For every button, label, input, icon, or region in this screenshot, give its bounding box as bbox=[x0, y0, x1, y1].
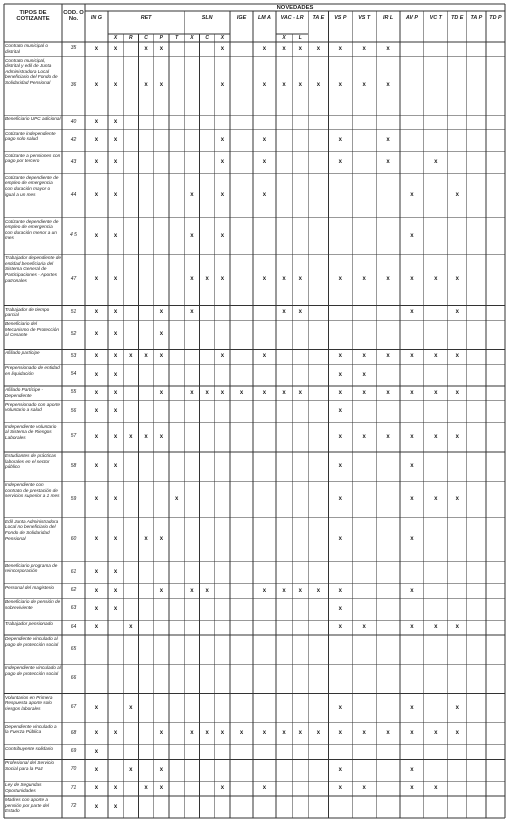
subheader-vac-1: L bbox=[298, 35, 302, 41]
mark-x: x bbox=[94, 389, 99, 396]
group-header-tap: TA P bbox=[470, 15, 483, 21]
mark-x: x bbox=[338, 730, 342, 737]
mark-x: x bbox=[94, 119, 99, 126]
mark-x: x bbox=[338, 353, 342, 360]
cod-cell: 61 bbox=[70, 568, 77, 575]
mark-x: x bbox=[262, 587, 267, 594]
tipo-cell: Independiente voluntario al Sistema de Riesgos Laborales bbox=[5, 423, 57, 440]
mark-x: x bbox=[94, 730, 99, 737]
mark-x: x bbox=[113, 536, 118, 543]
subheader-sln-0: X bbox=[190, 35, 194, 41]
mark-x: x bbox=[129, 704, 133, 711]
mark-x: x bbox=[298, 82, 302, 89]
mark-x: x bbox=[298, 730, 302, 737]
tipo-cell: Contrato municipal, distrital y edil de Junta Administradora Local beneficiario del Fondo de Solidaridad Pensional bbox=[5, 57, 58, 86]
mark-x: x bbox=[144, 45, 148, 52]
subheader-ret-4: T bbox=[175, 35, 179, 41]
mark-x: x bbox=[113, 159, 118, 166]
mark-x: x bbox=[298, 309, 302, 316]
mark-x: x bbox=[239, 730, 244, 737]
mark-x: x bbox=[434, 159, 438, 166]
tipo-cell: Voluntarios en Primera Respuesta aporte solo riesgos laborales bbox=[5, 694, 53, 711]
mark-x: x bbox=[94, 371, 99, 378]
tipo-cell: Estudiantes de prácticas laborales en el sector público bbox=[5, 452, 57, 470]
mark-x: x bbox=[316, 730, 321, 737]
cod-cell: 52 bbox=[70, 330, 77, 337]
mark-x: x bbox=[455, 730, 459, 737]
mark-x: x bbox=[338, 624, 342, 631]
mark-x: x bbox=[159, 730, 164, 737]
mark-x: x bbox=[94, 82, 99, 89]
tipo-cell: Afiliado Partícipe - Dependiente bbox=[5, 387, 44, 398]
mark-x: x bbox=[386, 137, 390, 144]
cod-cell: 63 bbox=[70, 605, 77, 612]
mark-x: x bbox=[362, 624, 366, 631]
mark-x: x bbox=[262, 353, 267, 360]
tipo-cell: Dependiente vinculado al pago de protección social bbox=[5, 635, 59, 647]
group-header-irl: IR L bbox=[382, 15, 394, 21]
mark-x: x bbox=[455, 624, 459, 631]
mark-x: x bbox=[338, 785, 342, 792]
subheader-ret-1: R bbox=[128, 35, 133, 41]
mark-x: x bbox=[362, 82, 366, 89]
mark-x: x bbox=[220, 353, 225, 360]
mark-x: x bbox=[159, 309, 164, 316]
mark-x: x bbox=[190, 309, 194, 316]
tipo-cell: Beneficiario programa de reincorporación bbox=[5, 562, 58, 574]
group-header-tde: TD E bbox=[451, 15, 464, 21]
mark-x: x bbox=[410, 496, 414, 503]
tipo-cell: Beneficiario de pensión de sobreviviente bbox=[5, 599, 61, 610]
mark-x: x bbox=[205, 276, 209, 283]
mark-x: x bbox=[159, 587, 164, 594]
tipo-header: TIPOS DE COTIZANTE bbox=[16, 10, 50, 22]
mark-x: x bbox=[410, 353, 414, 360]
mark-x: x bbox=[159, 82, 164, 89]
cod-cell: 44 bbox=[70, 191, 77, 198]
mark-x: x bbox=[386, 353, 390, 360]
group-header-vct: VC T bbox=[429, 15, 442, 21]
mark-x: x bbox=[144, 785, 148, 792]
mark-x: x bbox=[94, 569, 99, 576]
mark-x: x bbox=[316, 82, 321, 89]
mark-x: x bbox=[113, 408, 118, 415]
tipo-cell: Edil Junta Administradora Local no beneficiario del Fondo de Solidaridad Pensional bbox=[5, 518, 59, 541]
subheader-ret-0: X bbox=[113, 35, 118, 41]
mark-x: x bbox=[338, 587, 342, 594]
mark-x: x bbox=[113, 803, 118, 810]
mark-x: x bbox=[338, 433, 342, 440]
mark-x: x bbox=[262, 137, 267, 144]
mark-x: x bbox=[362, 389, 366, 396]
mark-x: x bbox=[386, 82, 390, 89]
mark-x: x bbox=[282, 45, 286, 52]
mark-x: x bbox=[410, 624, 414, 631]
mark-x: x bbox=[94, 704, 99, 711]
group-header-vst: VS T bbox=[358, 15, 371, 21]
mark-x: x bbox=[205, 730, 209, 737]
mark-x: x bbox=[282, 309, 286, 316]
mark-x: x bbox=[94, 624, 99, 631]
mark-x: x bbox=[159, 353, 164, 360]
mark-x: x bbox=[113, 331, 118, 338]
mark-x: x bbox=[386, 730, 390, 737]
group-header-vsp: VS P bbox=[334, 15, 347, 21]
mark-x: x bbox=[410, 309, 414, 316]
mark-x: x bbox=[129, 433, 133, 440]
cod-cell: 53 bbox=[70, 352, 77, 359]
cod-cell: 56 bbox=[70, 407, 77, 414]
group-header-ret: RET bbox=[140, 15, 152, 21]
subheader-ret-2: C bbox=[144, 35, 148, 41]
mark-x: x bbox=[94, 433, 99, 440]
mark-x: x bbox=[94, 408, 99, 415]
mark-x: x bbox=[113, 496, 118, 503]
mark-x: x bbox=[113, 389, 118, 396]
mark-x: x bbox=[362, 45, 366, 52]
cod-cell: 43 bbox=[70, 158, 77, 165]
cod-cell: 40 bbox=[70, 118, 77, 125]
mark-x: x bbox=[455, 192, 459, 199]
mark-x: x bbox=[94, 463, 99, 470]
mark-x: x bbox=[159, 331, 164, 338]
mark-x: x bbox=[410, 276, 414, 283]
mark-x: x bbox=[338, 389, 342, 396]
tipo-cell: Trabajador pensionado bbox=[5, 621, 53, 627]
mark-x: x bbox=[410, 463, 414, 470]
mark-x: x bbox=[113, 276, 118, 283]
mark-x: x bbox=[316, 587, 321, 594]
group-header-vac: VAC - LR bbox=[280, 15, 304, 21]
mark-x: x bbox=[362, 785, 366, 792]
mark-x: x bbox=[316, 45, 321, 52]
tipo-cell: Dependiente vinculado a la Fuerza Pública bbox=[5, 723, 57, 735]
mark-x: x bbox=[262, 785, 267, 792]
mark-x: x bbox=[338, 371, 342, 378]
mark-x: x bbox=[362, 371, 366, 378]
mark-x: x bbox=[144, 433, 148, 440]
mark-x: x bbox=[262, 82, 267, 89]
mark-x: x bbox=[113, 587, 118, 594]
mark-x: x bbox=[434, 353, 438, 360]
mark-x: x bbox=[159, 433, 164, 440]
mark-x: x bbox=[159, 389, 164, 396]
mark-x: x bbox=[113, 371, 118, 378]
mark-x: x bbox=[434, 433, 438, 440]
mark-x: x bbox=[338, 82, 342, 89]
mark-x: x bbox=[362, 353, 366, 360]
mark-x: x bbox=[386, 45, 390, 52]
mark-x: x bbox=[94, 137, 99, 144]
mark-x: x bbox=[410, 536, 414, 543]
mark-x: x bbox=[262, 159, 267, 166]
mark-x: x bbox=[386, 159, 390, 166]
mark-x: x bbox=[410, 433, 414, 440]
mark-x: x bbox=[298, 45, 302, 52]
mark-x: x bbox=[220, 232, 225, 239]
mark-x: x bbox=[113, 45, 118, 52]
mark-x: x bbox=[338, 45, 342, 52]
mark-x: x bbox=[94, 45, 99, 52]
mark-x: x bbox=[174, 496, 179, 503]
mark-x: x bbox=[455, 389, 459, 396]
tipo-cell: Profesional del Servicio Social para la Paz bbox=[5, 760, 54, 772]
cod-cell: 36 bbox=[70, 81, 77, 88]
mark-x: x bbox=[220, 192, 225, 199]
mark-x: x bbox=[159, 785, 164, 792]
mark-x: x bbox=[455, 433, 459, 440]
mark-x: x bbox=[262, 389, 267, 396]
mark-x: x bbox=[144, 536, 148, 543]
mark-x: x bbox=[113, 569, 118, 576]
mark-x: x bbox=[190, 587, 194, 594]
cod-cell: 59 bbox=[70, 495, 77, 502]
mark-x: x bbox=[159, 766, 164, 773]
cod-cell: 47 bbox=[70, 275, 77, 282]
mark-x: x bbox=[94, 785, 99, 792]
cod-cell: 4 5 bbox=[70, 232, 77, 238]
mark-x: x bbox=[455, 276, 459, 283]
mark-x: x bbox=[220, 82, 225, 89]
cod-cell: 66 bbox=[70, 674, 77, 681]
mark-x: x bbox=[386, 433, 390, 440]
tipo-cell: Prepensionado con aporte voluntario a salud bbox=[5, 401, 60, 413]
tipo-cell: Cotizante dependiente de empleo de emergencia con duración menor a un mes bbox=[5, 218, 59, 241]
mark-x: x bbox=[410, 704, 414, 711]
mark-x: x bbox=[94, 309, 99, 316]
mark-x: x bbox=[239, 389, 244, 396]
tipo-cell: Beneficiario UPC adicional bbox=[5, 116, 61, 122]
tipo-cell: Prepensionado de entidad en liquidación bbox=[5, 365, 60, 376]
mark-x: x bbox=[262, 730, 267, 737]
mark-x: x bbox=[282, 587, 286, 594]
mark-x: x bbox=[282, 389, 286, 396]
mark-x: x bbox=[338, 496, 342, 503]
mark-x: x bbox=[190, 232, 194, 239]
mark-x: x bbox=[113, 137, 118, 144]
mark-x: x bbox=[362, 433, 366, 440]
mark-x: x bbox=[298, 276, 302, 283]
tipo-cell: Cotizante independiente pago solo salud bbox=[5, 130, 56, 142]
mark-x: x bbox=[113, 730, 118, 737]
mark-x: x bbox=[282, 82, 286, 89]
subheader-sln-2: X bbox=[220, 35, 225, 41]
cod-cell: 71 bbox=[70, 784, 77, 791]
mark-x: x bbox=[338, 463, 342, 470]
mark-x: x bbox=[220, 137, 225, 144]
mark-x: x bbox=[338, 605, 342, 612]
mark-x: x bbox=[434, 276, 438, 283]
mark-x: x bbox=[94, 803, 99, 810]
mark-x: x bbox=[94, 587, 99, 594]
tipo-cell: Cotizante dependiente de empleo de emergencia con duración mayor o igual a un mes bbox=[5, 174, 59, 197]
mark-x: x bbox=[113, 309, 118, 316]
mark-x: x bbox=[113, 232, 118, 239]
mark-x: x bbox=[220, 389, 225, 396]
cod-cell: 68 bbox=[70, 729, 77, 736]
mark-x: x bbox=[455, 496, 459, 503]
group-header-tae: TA E bbox=[312, 15, 325, 21]
mark-x: x bbox=[113, 192, 118, 199]
mark-x: x bbox=[94, 232, 99, 239]
mark-x: x bbox=[159, 45, 164, 52]
mark-x: x bbox=[94, 276, 99, 283]
mark-x: x bbox=[338, 536, 342, 543]
tipo-cell: Contrato municipal o distrital bbox=[5, 43, 48, 54]
mark-x: x bbox=[338, 408, 342, 415]
mark-x: x bbox=[113, 82, 118, 89]
mark-x: x bbox=[94, 159, 99, 166]
group-header-sln: SLN bbox=[201, 15, 213, 21]
mark-x: x bbox=[410, 766, 414, 773]
mark-x: x bbox=[94, 536, 99, 543]
cod-cell: 60 bbox=[70, 535, 77, 542]
tipo-cell: Cotizante a pensiones con pago por tercero bbox=[5, 152, 61, 164]
mark-x: x bbox=[410, 232, 414, 239]
tipo-cell: Trabajador dependiente de entidad beneficiaria del Sistema General de Participaciones - Aportes patronales bbox=[5, 255, 61, 283]
novedades-header: NOVEDADES bbox=[276, 5, 314, 11]
mark-x: x bbox=[386, 276, 390, 283]
mark-x: x bbox=[113, 605, 118, 612]
cod-cell: 51 bbox=[70, 308, 77, 315]
mark-x: x bbox=[94, 748, 99, 755]
mark-x: x bbox=[220, 785, 225, 792]
mark-x: x bbox=[434, 624, 438, 631]
cod-cell: 54 bbox=[70, 371, 77, 378]
tipo-cell: Afiliado partícipe bbox=[5, 350, 40, 356]
mark-x: x bbox=[262, 192, 267, 199]
cod-cell: 65 bbox=[70, 645, 77, 652]
mark-x: x bbox=[190, 730, 194, 737]
mark-x: x bbox=[129, 766, 133, 773]
mark-x: x bbox=[205, 389, 209, 396]
mark-x: x bbox=[144, 82, 148, 89]
mark-x: x bbox=[220, 45, 225, 52]
mark-x: x bbox=[410, 192, 414, 199]
mark-x: x bbox=[190, 276, 194, 283]
cod-cell: 70 bbox=[70, 766, 77, 773]
mark-x: x bbox=[220, 730, 225, 737]
mark-x: x bbox=[298, 587, 302, 594]
mark-x: x bbox=[144, 353, 148, 360]
mark-x: x bbox=[205, 587, 209, 594]
cod-cell: 72 bbox=[70, 803, 77, 810]
mark-x: x bbox=[113, 785, 118, 792]
mark-x: x bbox=[455, 704, 459, 711]
cod-cell: 55 bbox=[70, 389, 77, 396]
mark-x: x bbox=[410, 587, 414, 594]
cod-cell: 64 bbox=[70, 623, 77, 630]
mark-x: x bbox=[262, 276, 267, 283]
mark-x: x bbox=[190, 192, 194, 199]
group-header-avp: AV P bbox=[405, 15, 419, 21]
mark-x: x bbox=[94, 192, 99, 199]
mark-x: x bbox=[113, 353, 118, 360]
cod-cell: 35 bbox=[70, 45, 77, 52]
mark-x: x bbox=[338, 766, 342, 773]
mark-x: x bbox=[410, 730, 414, 737]
mark-x: x bbox=[129, 624, 133, 631]
group-header-ige: IGE bbox=[236, 15, 247, 21]
mark-x: x bbox=[262, 45, 267, 52]
mark-x: x bbox=[455, 309, 459, 316]
mark-x: x bbox=[434, 785, 438, 792]
mark-x: x bbox=[190, 389, 194, 396]
mark-x: x bbox=[94, 353, 99, 360]
tipo-cell: Madres con aporte a pensión por parte del Estado bbox=[5, 797, 50, 814]
mark-x: x bbox=[338, 137, 342, 144]
tipo-cell: Independiente vinculado al pago de protección social bbox=[5, 665, 61, 676]
mark-x: x bbox=[434, 389, 438, 396]
mark-x: x bbox=[338, 704, 342, 711]
cod-cell: 62 bbox=[70, 587, 77, 594]
tipo-cell: Independiente con contrato de prestación de servicios superior a 1 mes bbox=[5, 482, 60, 499]
cod-cell: 58 bbox=[70, 462, 77, 469]
mark-x: x bbox=[129, 353, 133, 360]
group-header-ing: IN G bbox=[90, 15, 102, 21]
mark-x: x bbox=[94, 766, 99, 773]
mark-x: x bbox=[94, 331, 99, 338]
cod-cell: 69 bbox=[70, 748, 77, 755]
cod-header: COD. O No. bbox=[63, 10, 84, 22]
mark-x: x bbox=[386, 389, 390, 396]
tipo-cell: Trabajador de tiempo parcial bbox=[5, 306, 50, 318]
mark-x: x bbox=[282, 276, 286, 283]
mark-x: x bbox=[113, 463, 118, 470]
mark-x: x bbox=[113, 433, 118, 440]
mark-x: x bbox=[455, 353, 459, 360]
mark-x: x bbox=[362, 730, 366, 737]
mark-x: x bbox=[362, 276, 366, 283]
group-header-lma: LM A bbox=[257, 15, 271, 21]
tipo-cell: Beneficiario del Mecanismo de Protección al Cesante bbox=[5, 321, 59, 338]
cod-cell: 67 bbox=[70, 704, 77, 711]
mark-x: x bbox=[220, 276, 225, 283]
mark-x: x bbox=[159, 536, 164, 543]
subheader-sln-1: C bbox=[205, 35, 209, 41]
tipo-cell: Personal del magisterio bbox=[5, 584, 54, 590]
mark-x: x bbox=[338, 159, 342, 166]
subheader-vac-0: X bbox=[282, 35, 286, 41]
mark-x: x bbox=[282, 730, 286, 737]
mark-x: x bbox=[113, 119, 118, 126]
mark-x: x bbox=[94, 496, 99, 503]
mark-x: x bbox=[94, 605, 99, 612]
mark-x: x bbox=[338, 276, 342, 283]
tipo-cell: Contribuyente solidario bbox=[5, 745, 53, 751]
subheader-ret-3: P bbox=[159, 35, 164, 41]
mark-x: x bbox=[410, 785, 414, 792]
cod-cell: 57 bbox=[70, 433, 77, 440]
mark-x: x bbox=[298, 389, 302, 396]
tipo-cell: Ley de Segundas Oportunidades bbox=[5, 782, 42, 793]
mark-x: x bbox=[434, 730, 438, 737]
group-header-tdp: TD P bbox=[489, 15, 502, 21]
mark-x: x bbox=[434, 496, 438, 503]
mark-x: x bbox=[220, 159, 225, 166]
mark-x: x bbox=[410, 389, 414, 396]
cod-cell: 42 bbox=[70, 136, 77, 143]
